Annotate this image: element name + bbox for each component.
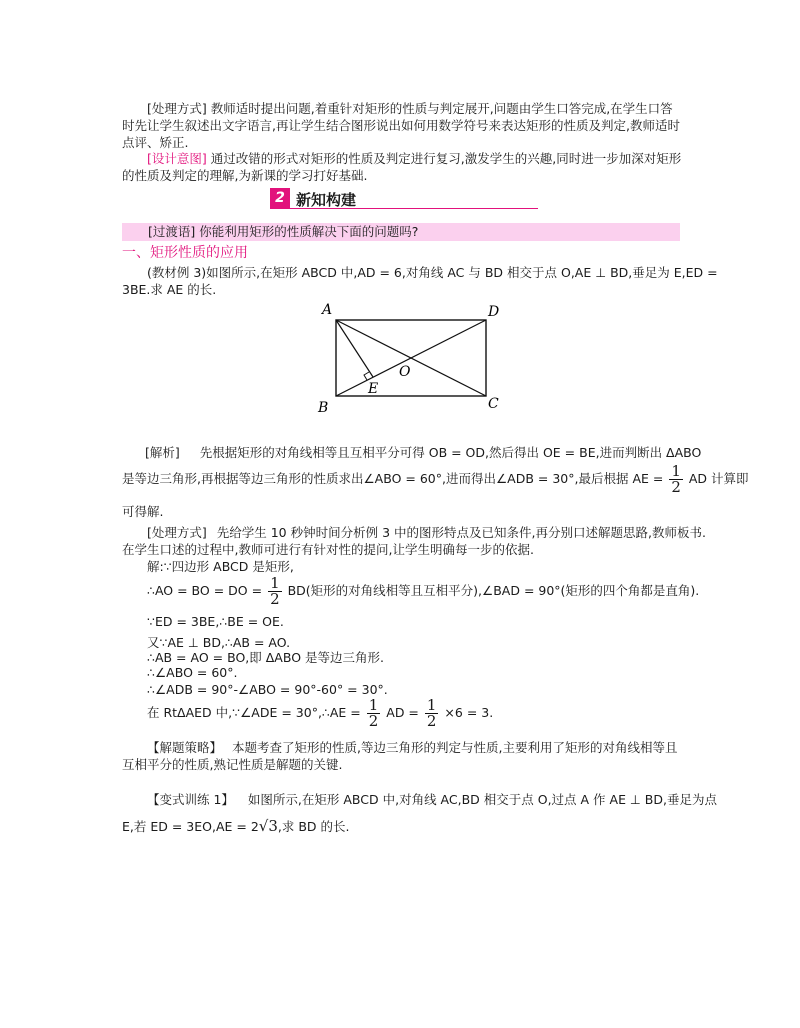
section-number-badge: 2 <box>270 188 290 208</box>
section-rule <box>270 208 538 209</box>
analysis-line-3: 可得解. <box>122 504 164 519</box>
subheading: 一、矩形性质的应用 <box>122 245 248 261</box>
fraction-half: $\frac{1}{2}$ <box>426 696 437 730</box>
fraction-half: $\frac{1}{2}$ <box>270 574 280 608</box>
analysis-text-1: 先根据矩形的对角线相等且互相平分可得 OB = OD,然后得出 OE = BE,进而判断出 ΔABO <box>199 445 702 460</box>
analysis-text-2b: AD 计算即 <box>688 471 749 486</box>
label-c: C <box>488 396 499 412</box>
segment-ae <box>336 320 373 377</box>
label-e: E <box>368 381 379 397</box>
transition-text: 你能利用矩形的性质解决下面的问题吗? <box>199 224 419 239</box>
strategy-paragraph <box>122 739 682 773</box>
analysis-text-2a: 是等边三角形,再根据等边三角形的性质求出∠ABO = 60°,进而得出∠ADB = 30°,最后根据 AE = <box>122 471 664 486</box>
practice-text-1: 如图所示,在矩形 ABCD 中,对角线 AC,BD 相交于点 O,过点 A 作 AE ⊥ BD,垂足为点 <box>247 792 717 807</box>
handling2-line-1 <box>147 523 706 541</box>
solution-text-2a: ∴AO = BO = DO = <box>147 583 263 598</box>
rectangle-figure <box>310 298 510 416</box>
analysis-line-1 <box>145 443 701 461</box>
example-line-1: (教材例 3)如图所示,在矩形 ABCD 中,AD = 6,对角线 AC 与 BD 相交于点 O,AE ⊥ BD,垂足为 E,ED = <box>147 265 718 280</box>
transition-bar <box>122 223 680 241</box>
strategy-text: 本题考查了矩形的性质,等边三角形的判定与性质,主要利用了矩形的对角线相等且互相平分的性质,熟记性质是解题的关键. <box>122 740 678 772</box>
design-paragraph <box>122 150 682 184</box>
solution-text-2b: BD(矩形的对角线相等且互相平分),∠BAD = 90°(矩形的四个角都是直角). <box>287 583 700 598</box>
fraction-half: $\frac{1}{2}$ <box>671 462 681 496</box>
solution-line-7: ∴∠ADB = 90°-∠ABO = 90°-60° = 30°. <box>147 682 388 697</box>
label-a: A <box>322 302 333 318</box>
strategy-label: 【解题策略】 <box>147 740 223 755</box>
practice-text-2b: ,求 BD 的长. <box>277 819 350 834</box>
practice-radical: √3 <box>258 817 278 835</box>
label-d: D <box>488 304 500 320</box>
practice-label: 【变式训练 1】 <box>147 792 234 807</box>
solution-text-8a: 在 RtΔAED 中,∵∠ADE = 30°,∴AE = <box>147 705 361 720</box>
transition-label: [过渡语] <box>148 224 196 239</box>
solution-text-8c: ×6 = 3. <box>444 705 494 720</box>
design-label: [设计意图] <box>147 151 207 166</box>
handling2-line-2: 在学生口述的过程中,教师可进行有针对性的提问,让学生明确每一步的依据. <box>122 542 534 557</box>
label-b: B <box>318 400 329 416</box>
label-o: O <box>399 364 411 380</box>
analysis-line-2 <box>122 464 749 495</box>
fraction-half: $\frac{1}{2}$ <box>368 696 379 730</box>
handling2-label: [处理方式] <box>147 525 207 540</box>
analysis-label: [解析] <box>145 445 180 460</box>
handling-paragraph <box>122 100 682 151</box>
design-text: 通过改错的形式对矩形的性质及判定进行复习,激发学生的兴趣,同时进一步加深对矩形的性质及判定的理解,为新课的学习打好基础. <box>122 151 682 183</box>
section-title: 新知构建 <box>296 191 357 209</box>
section-header <box>270 188 538 210</box>
solution-line-5: ∴AB = AO = BO,即 ΔABO 是等边三角形. <box>147 650 384 665</box>
solution-line-2 <box>147 576 699 607</box>
solution-line-6: ∴∠ABO = 60°. <box>147 665 238 680</box>
solution-line-3: ∵ED = 3BE,∴BE = OE. <box>147 614 284 629</box>
example-line-2: 3BE.求 AE 的长. <box>122 282 217 297</box>
practice-line-2 <box>122 817 350 835</box>
solution-line-4: 又∵AE ⊥ BD,∴AB = AO. <box>147 635 291 650</box>
handling-text: 教师适时提出问题,着重针对矩形的性质与判定展开,问题由学生口答完成,在学生口答时先让学生叙述出文字语言,再让学生结合图形说出如何用数学符号来表达矩形的性质及判定,教师适时点评、矫正. <box>122 101 680 150</box>
solution-line-1: 解:∵四边形 ABCD 是矩形, <box>147 559 294 574</box>
practice-text-2a: E,若 ED = 3EO,AE = 2 <box>122 819 259 834</box>
practice-line-1 <box>147 790 717 808</box>
solution-text-8b: AD = <box>386 705 419 720</box>
right-angle-mark <box>364 372 369 380</box>
handling-label: [处理方式] <box>147 101 207 116</box>
handling2-text-1: 先给学生 10 秒钟时间分析例 3 中的图形特点及已知条件,再分别口述解题思路,教师板书. <box>216 525 706 540</box>
solution-line-8 <box>147 698 493 729</box>
